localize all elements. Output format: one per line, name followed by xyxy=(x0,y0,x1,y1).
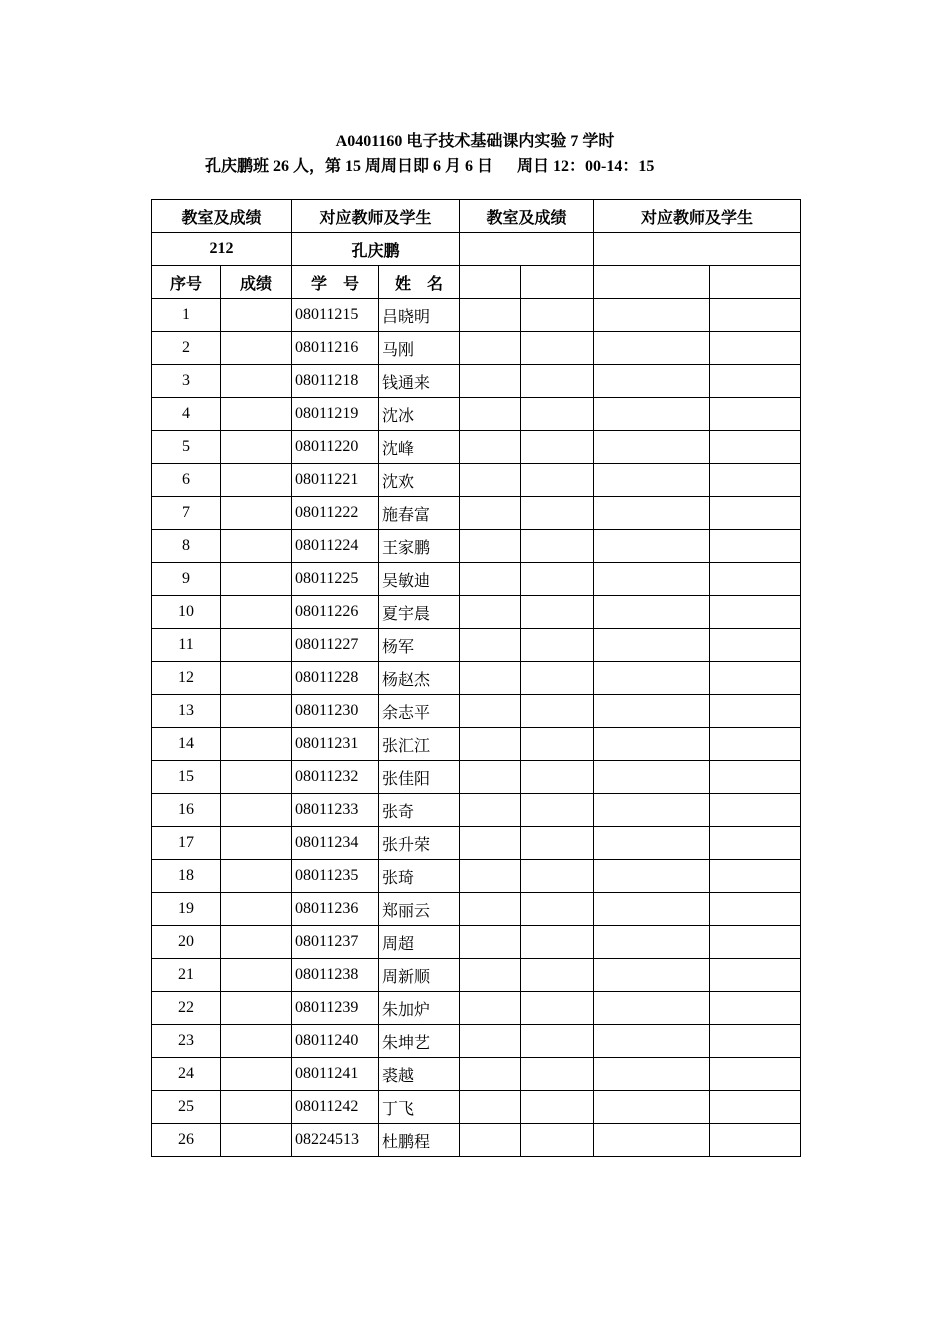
empty-cell xyxy=(710,662,801,695)
empty-cell xyxy=(460,728,521,761)
empty-cell xyxy=(521,464,594,497)
empty-cell xyxy=(594,266,710,299)
row-student-id: 08011219 xyxy=(292,398,379,431)
row-score xyxy=(221,893,292,926)
empty-cell xyxy=(460,794,521,827)
row-student-name: 丁飞 xyxy=(379,1091,460,1124)
subheader-score: 成绩 xyxy=(221,266,292,299)
empty-cell xyxy=(594,497,710,530)
empty-cell xyxy=(710,728,801,761)
row-student-id: 08011239 xyxy=(292,992,379,1025)
row-student-id: 08011236 xyxy=(292,893,379,926)
empty-cell xyxy=(594,761,710,794)
empty-cell xyxy=(710,1124,801,1157)
empty-cell xyxy=(710,827,801,860)
empty-cell xyxy=(710,695,801,728)
row-seq: 26 xyxy=(152,1124,221,1157)
empty-cell xyxy=(594,959,710,992)
row-student-id: 08011238 xyxy=(292,959,379,992)
row-student-name: 杨军 xyxy=(379,629,460,662)
row-seq: 20 xyxy=(152,926,221,959)
subheader-row xyxy=(152,266,801,299)
empty-cell xyxy=(460,860,521,893)
empty-cell xyxy=(594,530,710,563)
row-score xyxy=(221,629,292,662)
empty-cell xyxy=(710,365,801,398)
empty-cell xyxy=(710,299,801,332)
empty-cell xyxy=(460,497,521,530)
row-student-id: 08011235 xyxy=(292,860,379,893)
empty-cell xyxy=(594,299,710,332)
row-student-name: 王家鹏 xyxy=(379,530,460,563)
table-row xyxy=(152,596,801,629)
row-student-name: 余志平 xyxy=(379,695,460,728)
row-seq: 2 xyxy=(152,332,221,365)
empty-cell xyxy=(521,563,594,596)
row-student-name: 钱通来 xyxy=(379,365,460,398)
row-seq: 22 xyxy=(152,992,221,1025)
row-student-id: 08011230 xyxy=(292,695,379,728)
empty-cell xyxy=(594,365,710,398)
row-student-id: 08224513 xyxy=(292,1124,379,1157)
empty-cell xyxy=(521,1025,594,1058)
row-student-name: 朱加炉 xyxy=(379,992,460,1025)
empty-cell xyxy=(521,893,594,926)
empty-cell xyxy=(460,959,521,992)
empty-cell xyxy=(710,926,801,959)
empty-cell xyxy=(710,1091,801,1124)
row-student-name: 沈欢 xyxy=(379,464,460,497)
empty-cell xyxy=(594,431,710,464)
empty-cell xyxy=(594,893,710,926)
table-row xyxy=(152,464,801,497)
row-score xyxy=(221,662,292,695)
empty-teacher-cell xyxy=(594,233,801,266)
row-score xyxy=(221,563,292,596)
row-score xyxy=(221,761,292,794)
empty-cell xyxy=(710,860,801,893)
room-teacher-row xyxy=(152,233,801,266)
class-schedule-line: 孔庆鹏班 26 人，第 15 周周日即 6 月 6 日 周日 12：00-14：15 xyxy=(205,158,655,175)
empty-cell xyxy=(521,431,594,464)
table-row xyxy=(152,893,801,926)
empty-cell xyxy=(460,563,521,596)
empty-cell xyxy=(460,629,521,662)
empty-cell xyxy=(460,926,521,959)
row-seq: 1 xyxy=(152,299,221,332)
row-score xyxy=(221,794,292,827)
empty-cell xyxy=(460,365,521,398)
row-score xyxy=(221,827,292,860)
table-row xyxy=(152,827,801,860)
empty-cell xyxy=(594,629,710,662)
header-teacher-students: 对应教师及学生 xyxy=(292,200,460,233)
row-score xyxy=(221,332,292,365)
empty-cell xyxy=(710,596,801,629)
header-teacher-students-2: 对应教师及学生 xyxy=(594,200,801,233)
empty-cell xyxy=(710,629,801,662)
table-row xyxy=(152,662,801,695)
row-student-id: 08011234 xyxy=(292,827,379,860)
empty-cell xyxy=(710,464,801,497)
table-row xyxy=(152,959,801,992)
row-student-name: 周超 xyxy=(379,926,460,959)
row-student-name: 施春富 xyxy=(379,497,460,530)
subheader-name: 姓 名 xyxy=(379,266,460,299)
empty-cell xyxy=(594,827,710,860)
empty-cell xyxy=(460,662,521,695)
empty-cell xyxy=(521,332,594,365)
empty-cell xyxy=(710,266,801,299)
empty-cell xyxy=(521,1124,594,1157)
empty-cell xyxy=(521,596,594,629)
empty-cell xyxy=(594,860,710,893)
empty-cell xyxy=(710,398,801,431)
empty-cell xyxy=(710,332,801,365)
row-student-name: 周新顺 xyxy=(379,959,460,992)
row-score xyxy=(221,860,292,893)
row-student-name: 沈峰 xyxy=(379,431,460,464)
empty-cell xyxy=(460,1091,521,1124)
row-student-id: 08011221 xyxy=(292,464,379,497)
row-score xyxy=(221,1124,292,1157)
row-student-name: 张奇 xyxy=(379,794,460,827)
empty-cell xyxy=(594,596,710,629)
subheader-student-id: 学 号 xyxy=(292,266,379,299)
empty-cell xyxy=(710,794,801,827)
table-row xyxy=(152,563,801,596)
empty-cell xyxy=(594,728,710,761)
row-seq: 14 xyxy=(152,728,221,761)
empty-cell xyxy=(710,1058,801,1091)
table-row xyxy=(152,530,801,563)
roster-body xyxy=(152,200,801,1157)
row-student-id: 08011216 xyxy=(292,332,379,365)
empty-cell xyxy=(521,398,594,431)
empty-cell xyxy=(521,1058,594,1091)
row-seq: 18 xyxy=(152,860,221,893)
row-student-id: 08011231 xyxy=(292,728,379,761)
row-seq: 9 xyxy=(152,563,221,596)
empty-cell xyxy=(460,761,521,794)
empty-cell xyxy=(594,992,710,1025)
row-seq: 4 xyxy=(152,398,221,431)
empty-cell xyxy=(594,1025,710,1058)
empty-cell xyxy=(710,1025,801,1058)
empty-cell xyxy=(460,464,521,497)
row-student-id: 08011220 xyxy=(292,431,379,464)
empty-cell xyxy=(460,332,521,365)
row-student-id: 08011232 xyxy=(292,761,379,794)
row-student-name: 吴敏迪 xyxy=(379,563,460,596)
table-row xyxy=(152,299,801,332)
row-score xyxy=(221,398,292,431)
row-student-name: 张佳阳 xyxy=(379,761,460,794)
row-seq: 5 xyxy=(152,431,221,464)
header-room-score-2: 教室及成绩 xyxy=(460,200,594,233)
table-row xyxy=(152,365,801,398)
empty-cell xyxy=(710,761,801,794)
row-student-id: 08011226 xyxy=(292,596,379,629)
table-row xyxy=(152,398,801,431)
empty-cell xyxy=(594,1091,710,1124)
row-seq: 15 xyxy=(152,761,221,794)
row-student-id: 08011225 xyxy=(292,563,379,596)
empty-cell xyxy=(460,431,521,464)
row-student-id: 08011240 xyxy=(292,1025,379,1058)
empty-cell xyxy=(710,530,801,563)
empty-cell xyxy=(710,893,801,926)
row-student-name: 杨赵杰 xyxy=(379,662,460,695)
table-row xyxy=(152,926,801,959)
row-student-name: 沈冰 xyxy=(379,398,460,431)
student-roster-table xyxy=(151,199,801,1157)
empty-cell xyxy=(594,332,710,365)
empty-cell xyxy=(521,497,594,530)
row-student-name: 吕晓明 xyxy=(379,299,460,332)
row-score xyxy=(221,1058,292,1091)
empty-cell xyxy=(460,1124,521,1157)
header-room-score: 教室及成绩 xyxy=(152,200,292,233)
table-row xyxy=(152,332,801,365)
row-student-name: 张升荣 xyxy=(379,827,460,860)
empty-cell xyxy=(521,761,594,794)
empty-cell xyxy=(594,662,710,695)
row-score xyxy=(221,464,292,497)
empty-cell xyxy=(710,431,801,464)
empty-cell xyxy=(521,695,594,728)
empty-cell xyxy=(710,959,801,992)
empty-cell xyxy=(460,299,521,332)
empty-cell xyxy=(521,266,594,299)
row-student-name: 裘越 xyxy=(379,1058,460,1091)
table-row xyxy=(152,1124,801,1157)
row-seq: 25 xyxy=(152,1091,221,1124)
empty-cell xyxy=(594,926,710,959)
row-score xyxy=(221,728,292,761)
row-seq: 13 xyxy=(152,695,221,728)
empty-cell xyxy=(521,1091,594,1124)
row-seq: 23 xyxy=(152,1025,221,1058)
empty-cell xyxy=(710,992,801,1025)
row-score xyxy=(221,992,292,1025)
row-student-id: 08011224 xyxy=(292,530,379,563)
row-seq: 21 xyxy=(152,959,221,992)
empty-cell xyxy=(594,398,710,431)
empty-cell xyxy=(521,794,594,827)
row-student-name: 夏宇晨 xyxy=(379,596,460,629)
row-student-name: 张琦 xyxy=(379,860,460,893)
empty-cell xyxy=(521,662,594,695)
empty-cell xyxy=(710,563,801,596)
row-student-id: 08011242 xyxy=(292,1091,379,1124)
row-student-id: 08011233 xyxy=(292,794,379,827)
teacher-name: 孔庆鹏 xyxy=(292,233,460,266)
row-score xyxy=(221,431,292,464)
row-student-name: 郑丽云 xyxy=(379,893,460,926)
row-student-name: 张汇江 xyxy=(379,728,460,761)
row-student-id: 08011241 xyxy=(292,1058,379,1091)
table-row xyxy=(152,497,801,530)
table-row xyxy=(152,860,801,893)
empty-cell xyxy=(521,629,594,662)
empty-cell xyxy=(460,1058,521,1091)
row-score xyxy=(221,497,292,530)
row-seq: 10 xyxy=(152,596,221,629)
row-seq: 11 xyxy=(152,629,221,662)
row-student-name: 马刚 xyxy=(379,332,460,365)
row-seq: 24 xyxy=(152,1058,221,1091)
subheader-seq: 序号 xyxy=(152,266,221,299)
empty-cell xyxy=(521,365,594,398)
table-row xyxy=(152,1058,801,1091)
row-score xyxy=(221,596,292,629)
table-row xyxy=(152,629,801,662)
row-seq: 7 xyxy=(152,497,221,530)
room-number: 212 xyxy=(152,233,292,266)
table-row xyxy=(152,431,801,464)
row-student-id: 08011237 xyxy=(292,926,379,959)
table-row xyxy=(152,794,801,827)
empty-cell xyxy=(594,695,710,728)
empty-cell xyxy=(594,794,710,827)
table-row xyxy=(152,695,801,728)
row-seq: 12 xyxy=(152,662,221,695)
empty-cell xyxy=(521,926,594,959)
row-score xyxy=(221,365,292,398)
row-score xyxy=(221,1091,292,1124)
row-seq: 16 xyxy=(152,794,221,827)
empty-cell xyxy=(521,992,594,1025)
row-seq: 19 xyxy=(152,893,221,926)
row-student-id: 08011222 xyxy=(292,497,379,530)
row-student-id: 08011215 xyxy=(292,299,379,332)
empty-cell xyxy=(460,596,521,629)
table-row xyxy=(152,761,801,794)
empty-cell xyxy=(460,530,521,563)
empty-cell xyxy=(460,827,521,860)
row-score xyxy=(221,926,292,959)
empty-cell xyxy=(521,959,594,992)
document-title: A0401160 电子技术基础课内实验 7 学时 xyxy=(335,133,615,150)
row-score xyxy=(221,299,292,332)
row-student-id: 08011218 xyxy=(292,365,379,398)
table-row xyxy=(152,992,801,1025)
empty-cell xyxy=(460,398,521,431)
empty-cell xyxy=(460,1025,521,1058)
row-seq: 6 xyxy=(152,464,221,497)
row-score xyxy=(221,1025,292,1058)
empty-cell xyxy=(521,728,594,761)
empty-cell xyxy=(594,464,710,497)
empty-cell xyxy=(460,266,521,299)
empty-cell xyxy=(594,1124,710,1157)
row-student-id: 08011228 xyxy=(292,662,379,695)
row-student-name: 朱坤艺 xyxy=(379,1025,460,1058)
empty-cell xyxy=(460,695,521,728)
row-student-name: 杜鹏程 xyxy=(379,1124,460,1157)
row-seq: 17 xyxy=(152,827,221,860)
table-row xyxy=(152,728,801,761)
empty-cell xyxy=(521,530,594,563)
row-student-id: 08011227 xyxy=(292,629,379,662)
empty-cell xyxy=(594,1058,710,1091)
header-row xyxy=(152,200,801,233)
table-row xyxy=(152,1091,801,1124)
row-score xyxy=(221,959,292,992)
empty-cell xyxy=(460,992,521,1025)
row-seq: 8 xyxy=(152,530,221,563)
empty-room-cell xyxy=(460,233,594,266)
table-row xyxy=(152,1025,801,1058)
empty-cell xyxy=(521,827,594,860)
empty-cell xyxy=(594,563,710,596)
row-score xyxy=(221,695,292,728)
empty-cell xyxy=(710,497,801,530)
empty-cell xyxy=(521,860,594,893)
row-seq: 3 xyxy=(152,365,221,398)
empty-cell xyxy=(521,299,594,332)
empty-cell xyxy=(460,893,521,926)
row-score xyxy=(221,530,292,563)
